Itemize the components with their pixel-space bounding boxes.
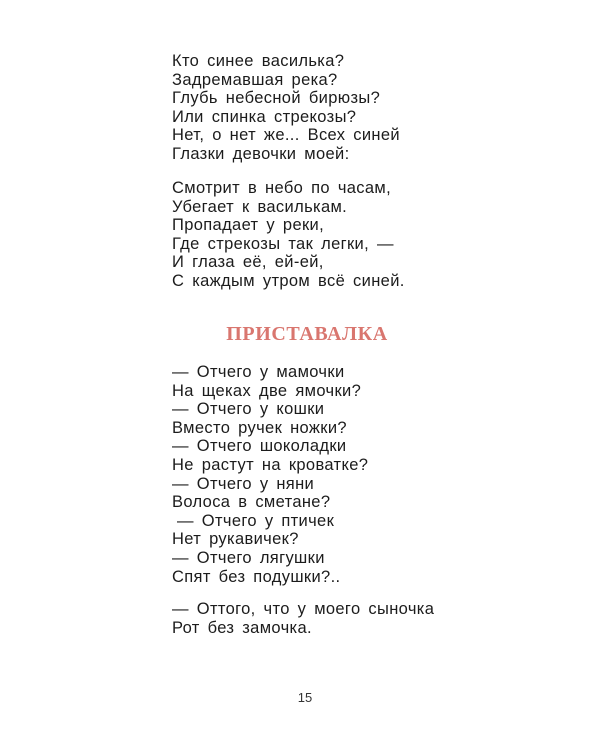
poem-line: — Отчего у кошки: [172, 400, 325, 419]
poem-line: Пропадает у реки,: [172, 216, 325, 235]
poem-stanza: [172, 600, 434, 637]
poem-line: Вместо ручек ножки?: [172, 418, 347, 437]
poem-line: — Отчего лягушки: [172, 548, 325, 567]
page-number: 15: [297, 690, 313, 705]
poem-line: Глубь небесной бирюзы?: [172, 89, 381, 108]
poem-line: Задремавшая река?: [172, 70, 338, 89]
poem-line: Кто синее василька?: [172, 52, 345, 70]
poem-line: И глаза её, ей-ей,: [172, 253, 324, 272]
poem-line: Смотрит в небо по часам,: [172, 179, 392, 197]
poem-line: — Оттого, что у моего сыночка: [172, 600, 435, 618]
poem-line: На щеках две ямочки?: [172, 381, 362, 400]
poem-line: Где стрекозы так легки, —: [172, 234, 394, 253]
poem-stanza: [172, 363, 368, 586]
poem-line: Или спинка стрекозы?: [172, 107, 357, 126]
poem-line: С каждым утром всё синей.: [172, 271, 405, 290]
poem-line: — Отчего шоколадки: [172, 437, 347, 456]
poem-line: Убегает к василькам.: [172, 197, 348, 216]
poem-line: Не растут на кроватке?: [172, 455, 369, 474]
poem-stanza: [172, 179, 405, 291]
poem-line: Волоса в сметане?: [172, 493, 331, 512]
poem-line: — Отчего у мамочки: [172, 363, 345, 381]
poem-line: — Отчего у птичек: [177, 511, 335, 530]
poem-line: Рот без замочка.: [172, 618, 312, 637]
poem-stanza: [172, 52, 400, 164]
poem-line: Нет рукавичек?: [172, 530, 299, 549]
poem-line: Глазки девочки моей:: [172, 144, 350, 163]
poem-line: — Отчего у няни: [172, 474, 315, 493]
poem-line: Спят без подушки?..: [172, 567, 341, 586]
poem-line: Нет, о нет же... Всех синей: [172, 126, 400, 145]
poem-title: ПРИСТАВАЛКА: [226, 323, 388, 345]
